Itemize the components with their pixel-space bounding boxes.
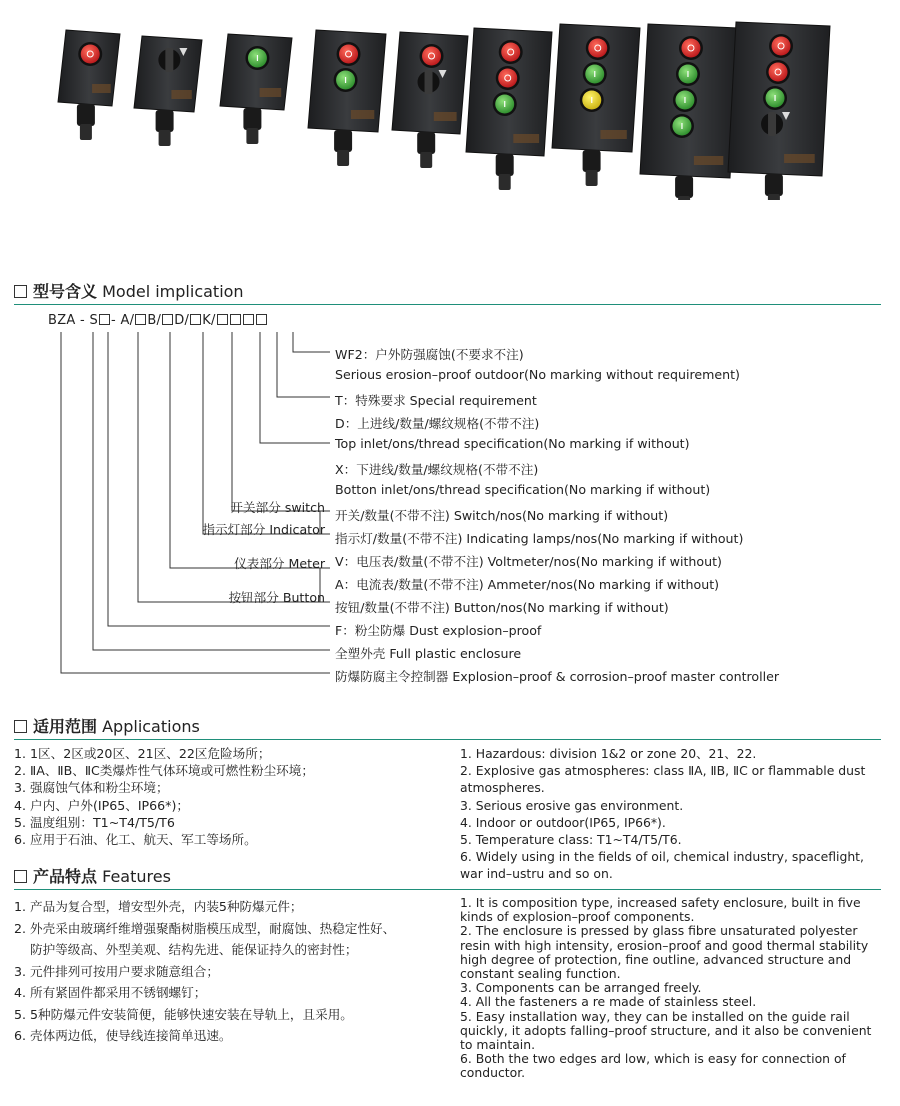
- desc-controller: 防爆防腐主令控制器 Explosion–proof & corrosion–proof master controller: [335, 669, 780, 684]
- product-photo-strip: [0, 0, 900, 200]
- list-item: 5. Easy installation way, they can be installed on the guide rail quickly, it adopts falling–proof structure, and it also be convenient to maintain.: [460, 1008, 872, 1053]
- green-button-icon: [673, 88, 697, 112]
- red-button-icon: [769, 34, 793, 58]
- list-item: 6. Widely using in the fields of oil, chemical industry, spaceflight, war ind–ustru and so on.: [460, 849, 864, 882]
- list-item: 6. Both the two edges ard low, which is easy for connection of conductor.: [460, 1051, 846, 1081]
- checkbox-square-icon: [14, 870, 27, 883]
- list-item: 2. Explosive gas atmospheres: class ⅡA, ⅡB, ⅡC or flammable dust atmospheres.: [460, 763, 866, 796]
- red-button-icon: [499, 40, 523, 64]
- section-divider: [14, 304, 881, 305]
- green-button-icon: [583, 62, 607, 86]
- desc-enclosure: 全塑外壳 Full plastic enclosure: [335, 646, 522, 661]
- green-button-icon: [763, 86, 787, 110]
- features-section-title: 产品特点 Features: [14, 864, 171, 887]
- product-enclosure: [134, 36, 202, 146]
- checkbox-square-icon: [14, 285, 27, 298]
- product-enclosure: [392, 32, 468, 168]
- list-item: 1. It is composition type, increased safety enclosure, built in five kinds of explosion–proof components.: [460, 895, 861, 925]
- desc-ammeter: A：电流表/数量(不带不注) Ammeter/nos(No marking if without): [335, 577, 720, 592]
- product-enclosure: [640, 24, 738, 200]
- applications-cn-list: [14, 745, 434, 848]
- green-button-icon: [493, 92, 517, 116]
- features-cn-list: [14, 896, 454, 1047]
- desc-indicator: 指示灯/数量(不带不注) Indicating lamps/nos(No marking if without): [335, 531, 744, 546]
- product-enclosure: [728, 22, 830, 200]
- label-meter-part: 仪表部分 Meter: [234, 556, 325, 571]
- list-item: 2. The enclosure is pressed by glass fibre unsaturated polyester resin with high intensity, erosion–proof and good thermal stability high degree of protection, fine outline, advanced structure and constant sealing function.: [460, 923, 869, 982]
- red-button-icon: [337, 42, 361, 66]
- label-switch-part: 开关部分 switch: [230, 500, 325, 515]
- model-section-title: 型号含义 Model implication: [14, 279, 244, 302]
- features-en-list: [460, 896, 885, 1081]
- label-button-part: 按钮部分 Button: [228, 590, 325, 605]
- product-enclosure: [552, 24, 640, 186]
- red-button-icon: [586, 36, 610, 60]
- desc-wf2: WF2：户外防强腐蚀(不要求不注): [335, 347, 524, 362]
- red-button-icon: [78, 42, 102, 66]
- red-button-icon: [496, 66, 520, 90]
- product-enclosure: [466, 28, 552, 190]
- list-item: 3. Serious erosive gas environment.: [460, 797, 684, 813]
- applications-en-list: [460, 745, 885, 883]
- section-divider: [14, 889, 881, 890]
- desc-top-inlet: D：上进线/数量/螺纹规格(不带不注): [335, 416, 540, 431]
- desc-dust: F：粉尘防爆 Dust explosion–proof: [335, 623, 542, 638]
- list-item: 5. 温度组别：T1~T4/T5/T6: [14, 814, 175, 830]
- green-button-icon: [334, 68, 358, 92]
- product-enclosure: [220, 34, 292, 144]
- list-item: 3. 元件排列可按用户要求随意组合；: [14, 963, 219, 979]
- product-enclosure: [58, 30, 120, 140]
- list-item: 4. Indoor or outdoor(IP65, IP66*).: [460, 814, 666, 830]
- list-item: 2. ⅡA、ⅡB、ⅡC类爆炸性气体环境或可燃性粉尘环境；: [14, 763, 314, 779]
- list-item: 6. 应用于石油、化工、航天、军工等场所。: [14, 832, 257, 848]
- list-item: 5. Temperature class: T1~T4/T5/T6.: [460, 832, 682, 848]
- list-item: 4. 所有紧固件都采用不锈钢螺钉；: [14, 985, 207, 1000]
- list-item: 防护等级高、外型美观、结构先进、能保证持久的密封性；: [14, 942, 358, 957]
- desc-switch: 开关/数量(不带不注) Switch/nos(No marking if without): [335, 508, 669, 523]
- red-button-icon: [420, 44, 444, 68]
- desc-top-inlet-en: Top inlet/ons/thread specification(No marking if without): [335, 436, 690, 451]
- desc-voltmeter: V：电压表/数量(不带不注) Voltmeter/nos(No marking if without): [335, 554, 722, 569]
- model-code: BZA - S - A/ B/ D/ K/: [48, 313, 268, 328]
- applications-section-title: 适用范围 Applications: [14, 714, 200, 737]
- list-item: 3. 强腐蚀气体和粉尘环境；: [14, 780, 169, 796]
- green-button-icon: [670, 114, 694, 138]
- list-item: 1. 1区、2区或20区、21区、22区危险场所；: [14, 746, 271, 761]
- green-button-icon: [676, 62, 700, 86]
- list-item: 1. Hazardous: division 1&2 or zone 20、21、22.: [460, 746, 757, 761]
- desc-button: 按钮/数量(不带不注) Button/nos(No marking if without): [335, 600, 669, 615]
- checkbox-square-icon: [14, 720, 27, 733]
- list-item: 3. Components can be arranged freely.: [460, 980, 702, 996]
- list-item: 4. All the fasteners a re made of stainless steel.: [460, 994, 757, 1010]
- red-button-icon: [766, 60, 790, 84]
- label-indicator-part: 指示灯部分 Indicator: [202, 522, 325, 537]
- list-item: 1. 产品为复合型，增安型外壳，内装5种防爆元件；: [14, 899, 303, 914]
- product-enclosure: [308, 30, 386, 166]
- desc-bottom-inlet-en: Botton inlet/ons/thread specification(No marking if without): [335, 482, 711, 497]
- list-item: 4. 户内、户外(IP65、IP66*)；: [14, 797, 189, 813]
- desc-special: T：特殊要求 Special requirement: [335, 393, 537, 408]
- list-item: 6. 壳体两边低，使导线连接简单迅速。: [14, 1028, 232, 1043]
- yellow-button-icon: [580, 88, 604, 112]
- desc-bottom-inlet: X：下进线/数量/螺纹规格(不带不注): [335, 462, 539, 477]
- section-divider: [14, 739, 881, 740]
- green-button-icon: [245, 46, 269, 70]
- red-button-icon: [679, 36, 703, 60]
- list-item: 2. 外壳采由玻璃纤维增强聚酯树脂模压成型，耐腐蚀、热稳定性好、: [14, 920, 396, 936]
- desc-wf2-en: Serious erosion–proof outdoor(No marking without requirement): [335, 367, 740, 382]
- list-item: 5. 5种防爆元件安装简便，能够快速安装在导轨上，且采用。: [14, 1006, 353, 1022]
